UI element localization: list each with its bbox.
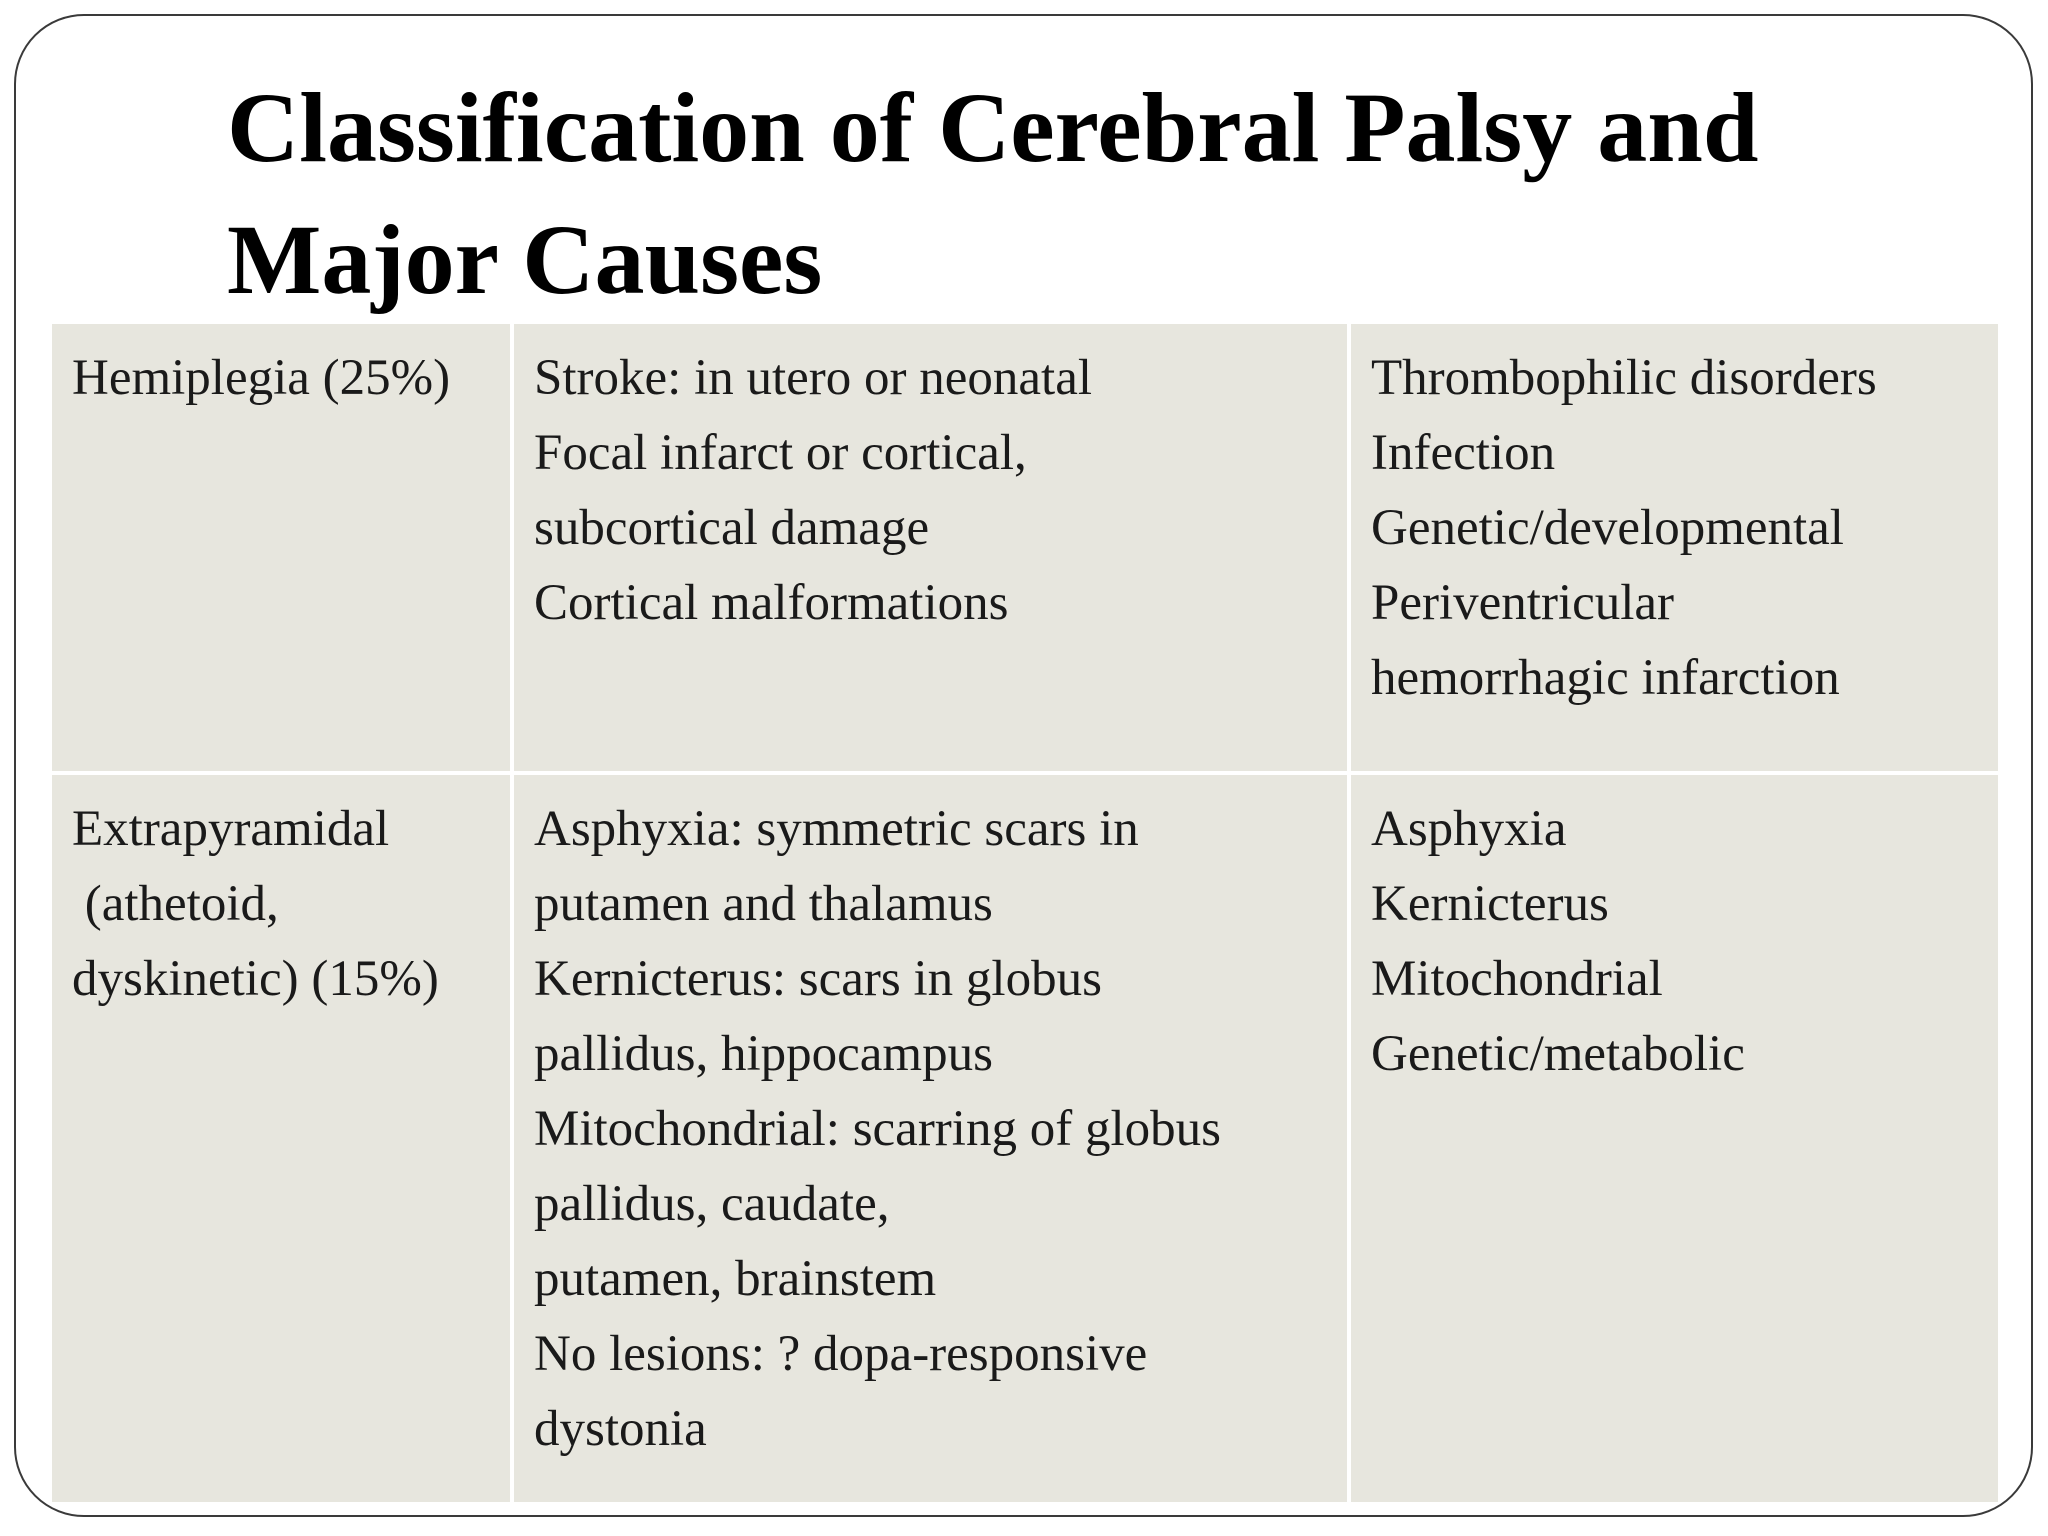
cell-line: dyskinetic) (15%) (72, 951, 439, 1007)
cell-line: Hemiplegia (25%) (72, 350, 451, 406)
cell-line: Genetic/metabolic (1371, 1026, 1745, 1082)
title-line-1: Classification of Cerebral Palsy and (227, 72, 1759, 183)
cell-causes (1349, 324, 1998, 773)
table-row-extrapyramidal (52, 773, 1998, 1502)
cell-line: Kernicterus: scars in globus (534, 951, 1102, 1007)
cell-line: Focal infarct or cortical, (534, 425, 1027, 481)
cell-line: No lesions: ? dopa-responsive (534, 1326, 1148, 1382)
cell-line: Asphyxia: symmetric scars in (534, 801, 1139, 857)
cell-type (52, 773, 512, 1502)
title-line-2: Major Causes (227, 204, 823, 315)
cell-line: putamen and thalamus (534, 876, 993, 932)
cell-line: Kernicterus (1371, 876, 1609, 932)
cell-line: Asphyxia (1371, 801, 1567, 857)
cell-line: Mitochondrial: scarring of globus (534, 1101, 1221, 1157)
cell-line: pallidus, caudate, (534, 1176, 890, 1232)
cell-line: subcortical damage (534, 500, 930, 556)
cell-pathology (512, 773, 1349, 1502)
cell-line: Thrombophilic disorders (1371, 350, 1877, 406)
cell-line: pallidus, hippocampus (534, 1026, 993, 1082)
cell-line: Infection (1371, 425, 1556, 481)
cell-line: (athetoid, (72, 876, 279, 932)
cell-line: Genetic/developmental (1371, 500, 1844, 556)
cell-line: dystonia (534, 1401, 707, 1457)
cell-line: putamen, brainstem (534, 1251, 937, 1307)
cell-line: Stroke: in utero or neonatal (534, 350, 1093, 406)
cell-line: hemorrhagic infarction (1371, 650, 1840, 706)
classification-table (52, 324, 1998, 1502)
cell-pathology (512, 324, 1349, 773)
table-row-hemiplegia (52, 324, 1998, 773)
cell-line: Cortical malformations (534, 575, 1009, 631)
cell-line: Mitochondrial (1371, 951, 1663, 1007)
cell-line: Periventricular (1371, 575, 1675, 631)
cell-causes (1349, 773, 1998, 1502)
slide-title (227, 62, 1987, 326)
cell-type (52, 324, 512, 773)
cell-line: Extrapyramidal (72, 801, 390, 857)
